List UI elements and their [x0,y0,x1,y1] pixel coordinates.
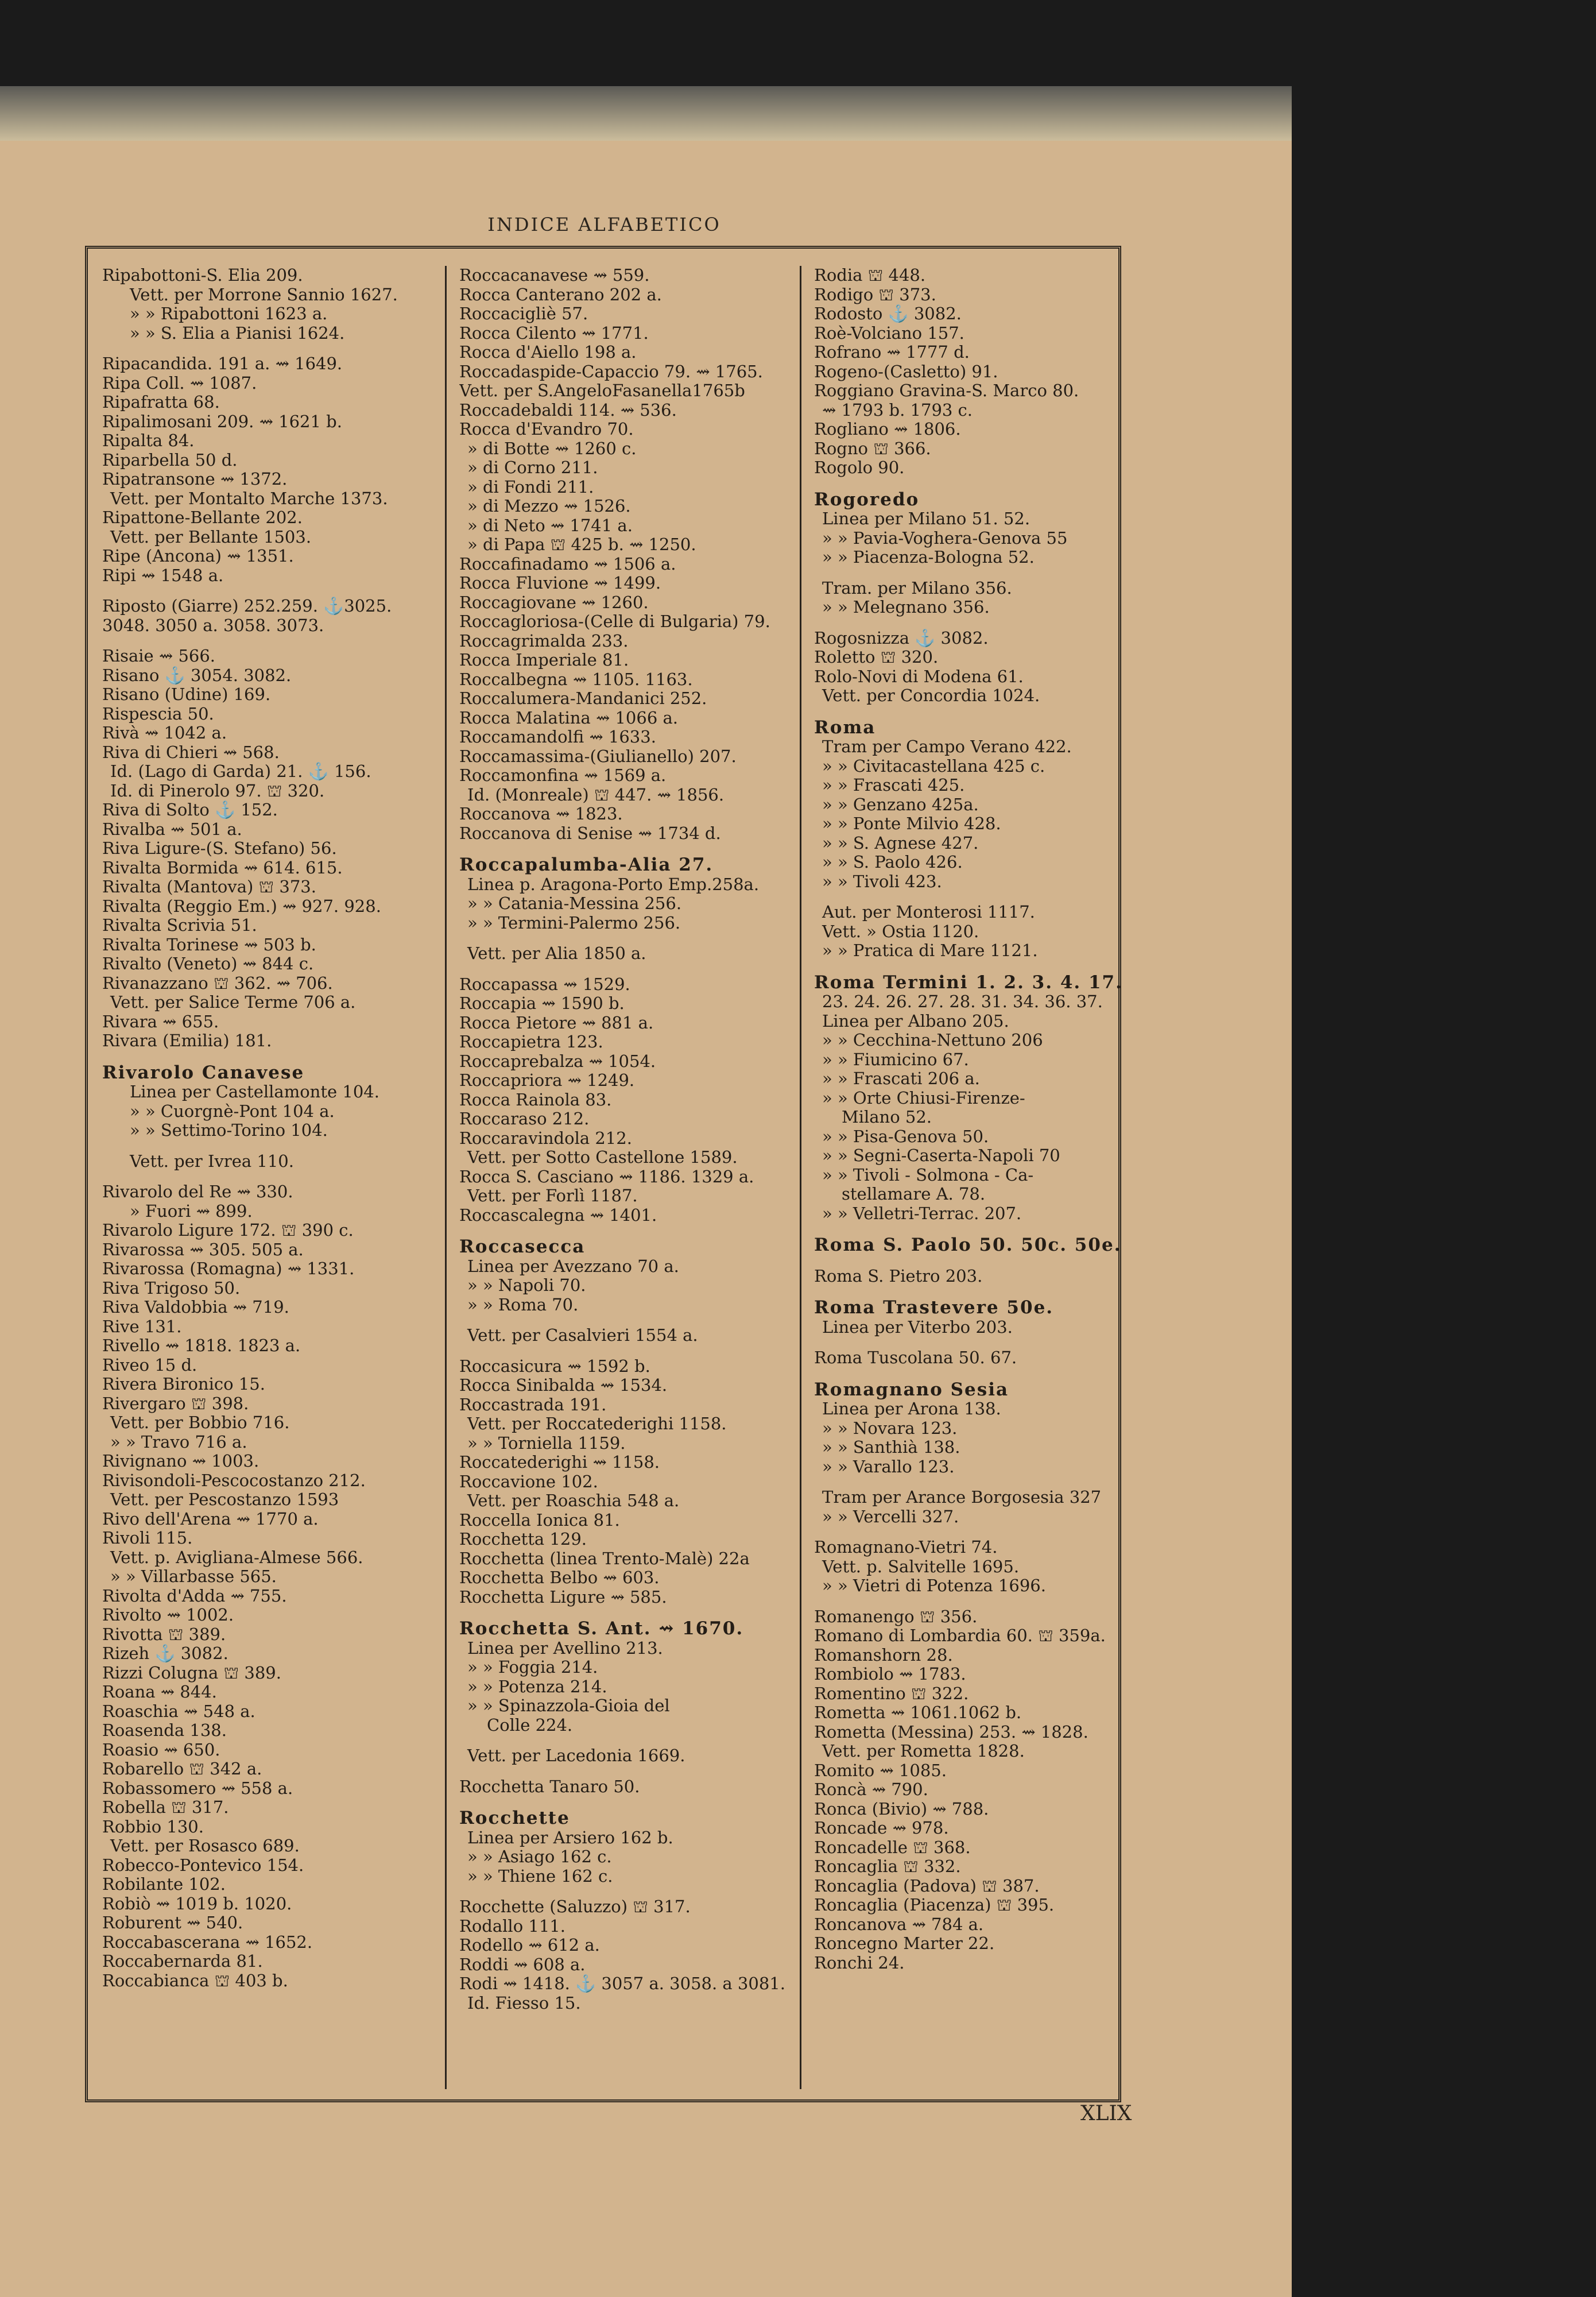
index-entry: » » Genzano 425a. [822,794,979,814]
index-entry: Robassomero ⇝ 558 a. [102,1778,293,1798]
index-heading: Roccasecca [459,1236,586,1257]
index-entry: Romito ⇝ 1085. [814,1760,947,1780]
index-entry: Rivarolo del Re ⇝ 330. [102,1182,293,1201]
index-entry: Rivalto (Veneto) ⇝ 844 c. [102,954,314,973]
index-entry: Romano di Lombardia 60. ⛫ 359a. [814,1626,1106,1645]
index-entry: Rocca Rainola 83. [459,1089,612,1109]
index-entry: Roncaglia (Piacenza) ⛫ 395. [814,1895,1055,1915]
index-entry: Milano 52. [842,1107,932,1127]
index-entry: Vett. per Ivrea 110. [130,1151,294,1171]
index-entry: Ripa Coll. ⇝ 1087. [102,373,257,393]
index-entry: Vett. per Bellante 1503. [110,527,312,547]
index-entry: Vett. per Lacedonia 1669. [467,1746,685,1765]
index-entry: Colle 224. [487,1715,573,1735]
index-entry: » » Santhià 138. [822,1437,960,1457]
index-entry: Vett. per Alia 1850 a. [467,943,646,963]
index-entry: Rivalta Bormida ⇝ 614. 615. [102,857,343,877]
index-entry: Vett. per Casalvieri 1554 a. [467,1325,698,1345]
index-column-3 [814,266,1141,2092]
index-heading: Rocchetta S. Ant. ⇝ 1670. [459,1618,744,1639]
index-entry: Vett. per Roccatederighi 1158. [467,1414,727,1433]
index-entry: Rizeh ⚓ 3082. [102,1644,228,1663]
index-column-2 [459,266,792,2092]
index-entry: » » Novara 123. [822,1418,958,1438]
page-number: XLIX [1080,2102,1132,2125]
index-entry: Rivergaro ⛫ 398. [102,1393,249,1413]
index-entry: » » Vercelli 327. [822,1506,959,1526]
index-entry: » » Torniella 1159. [467,1433,626,1453]
index-entry: Roccapietra 123. [459,1032,603,1051]
index-entry: » » Pisa-Genova 50. [822,1126,989,1146]
index-entry: Vett. per Salice Terme 706 a. [110,992,356,1012]
index-entry: Roccagrimalda 233. [459,631,629,651]
index-entry: Ripafratta 68. [102,392,220,412]
index-entry: Roccagiovane ⇝ 1260. [459,592,649,612]
index-entry: » » Orte Chiusi-Firenze- [822,1088,1025,1108]
index-entry: » » Vietri di Potenza 1696. [822,1576,1046,1595]
index-entry: Linea per Castellamonte 104. [130,1082,379,1101]
index-entry: Roncaglia ⛫ 332. [814,1857,961,1876]
page-title: INDICE ALFABETICO [487,214,721,235]
index-entry: Rivara ⇝ 655. [102,1011,219,1031]
index-entry: Rivisondoli-Pescocostanzo 212. [102,1470,366,1490]
column-divider [445,266,447,2089]
index-entry: Ripatransone ⇝ 1372. [102,469,288,489]
index-entry: Roma Tuscolana 50. 67. [814,1348,1017,1367]
index-entry: Riva Ligure-(S. Stefano) 56. [102,838,337,858]
index-heading: Rocchette [459,1808,570,1828]
index-entry: Linea per Avellino 213. [467,1638,663,1658]
index-entry: » » Tivoli - Solmona - Ca- [822,1165,1034,1185]
index-entry: » » Roma 70. [467,1294,579,1314]
index-entry: Roncadelle ⛫ 368. [814,1837,971,1857]
index-entry: Ripalta 84. [102,431,195,450]
index-entry: Roccacigliè 57. [459,304,588,323]
index-entry: Roccavione 102. [459,1471,598,1491]
index-entry: Rodia ⛫ 448. [814,266,926,285]
index-entry: Rocca d'Aiello 198 a. [459,342,637,362]
index-entry: Rodallo 111. [459,1916,565,1936]
index-entry: Roncà ⇝ 790. [814,1780,928,1799]
index-entry: Vett. per Forlì 1187. [467,1186,638,1205]
index-heading: Roma [814,717,876,738]
index-entry: Rocca Fluvione ⇝ 1499. [459,573,661,593]
index-entry: Rodello ⇝ 612 a. [459,1935,600,1955]
index-entry: » » Varallo 123. [822,1456,955,1476]
index-entry: Rocca Malatina ⇝ 1066 a. [459,707,678,728]
index-entry: Riposto (Giarre) 252.259. ⚓3025. [102,596,392,616]
index-entry: Vett. per Pescostanzo 1593 [110,1490,339,1509]
index-entry: Ripacandida. 191 a. ⇝ 1649. [102,354,343,373]
index-entry: Roggiano Gravina-S. Marco 80. [814,381,1079,400]
index-entry: Roè-Volciano 157. [814,323,964,343]
index-entry: Roncade ⇝ 978. [814,1818,949,1838]
index-entry: Rivo dell'Arena ⇝ 1770 a. [102,1509,319,1529]
index-entry: Rivà ⇝ 1042 a. [102,723,227,743]
index-entry: Vett. per S.AngeloFasanella1765b [459,381,745,400]
index-entry: Rodi ⇝ 1418. ⚓ 3057 a. 3058. a 3081. [459,1974,785,1993]
index-entry: 3048. 3050 a. 3058. 3073. [102,615,324,635]
index-entry: Rocca d'Evandro 70. [459,419,634,439]
index-entry: Rocchetta Tanaro 50. [459,1776,640,1796]
index-entry: » » Napoli 70. [467,1275,586,1295]
index-entry: Rocca S. Casciano ⇝ 1186. 1329 a. [459,1166,754,1186]
index-heading: Roma S. Paolo 50. 50c. 50e. [814,1235,1122,1255]
index-entry: ⇝ 1793 b. 1793 c. [822,400,973,420]
index-entry: Ronchi 24. [814,1952,905,1973]
index-entry: Risaie ⇝ 566. [102,646,216,666]
index-entry: Romanshorn 28. [814,1645,953,1665]
index-entry: Roletto ⛫ 320. [814,647,939,667]
index-entry: Riva di Chieri ⇝ 568. [102,742,280,762]
index-entry: » » Tivoli 423. [822,871,942,891]
index-entry: Rizzi Colugna ⛫ 389. [102,1662,281,1683]
index-entry: Robecco-Pontevico 154. [102,1855,304,1875]
index-entry: » » Termini-Palermo 256. [467,912,681,933]
index-entry: Rivolta d'Adda ⇝ 755. [102,1586,287,1606]
index-entry: Roasenda 138. [102,1720,227,1740]
index-entry: » di Fondi 211. [467,477,594,497]
index-heading: Roma Trastevere 50e. [814,1297,1054,1318]
index-entry: Roncaglia (Padova) ⛫ 387. [814,1876,1040,1896]
index-entry: Rivalta Scrivia 51. [102,915,257,935]
index-entry: Rodigo ⛫ 373. [814,284,936,304]
index-entry: » di Papa ⛫ 425 b. ⇝ 1250. [467,535,696,554]
index-entry: Vett. per Rometta 1828. [822,1741,1025,1761]
index-entry: Vett. per Bobbio 716. [110,1413,290,1432]
index-entry: Linea per Arona 138. [822,1399,1001,1418]
index-entry: Ripe (Ancona) ⇝ 1351. [102,546,294,566]
index-entry: Rivalba ⇝ 501 a. [102,819,242,839]
index-entry: Rocca Cilento ⇝ 1771. [459,323,649,343]
index-entry: Roana ⇝ 844. [102,1682,217,1702]
index-entry: Roma S. Pietro 203. [814,1266,983,1286]
index-entry: Rocchetta Belbo ⇝ 603. [459,1568,660,1587]
index-entry: Roccascalegna ⇝ 1401. [459,1205,657,1225]
index-entry: Id. di Pinerolo 97. ⛫ 320. [110,780,325,801]
index-entry: Rivolto ⇝ 1002. [102,1605,234,1625]
index-entry: Roccella Ionica 81. [459,1510,620,1530]
index-entry: Roccacanavese ⇝ 559. [459,266,650,285]
index-entry: Roccamonfina ⇝ 1569 a. [459,765,667,785]
index-entry: Rivarolo Ligure 172. ⛫ 390 c. [102,1220,354,1240]
index-entry: Roccaraso 212. [459,1109,590,1128]
index-entry: 23. 24. 26. 27. 28. 31. 34. 36. 37. [822,992,1103,1011]
index-entry: » » Civitacastellana 425 c. [822,756,1045,776]
index-entry: » » Melegnano 356. [822,597,990,617]
index-entry: Roncegno Marter 22. [814,1933,995,1953]
index-entry: Robilante 102. [102,1874,226,1894]
index-entry: Roccadebaldi 114. ⇝ 536. [459,400,677,420]
index-entry: Rocchetta 129. [459,1529,587,1549]
index-entry: Romentino ⛫ 322. [814,1683,969,1703]
index-entry: Rombiolo ⇝ 1783. [814,1664,966,1684]
index-entry: Ronca (Bivio) ⇝ 788. [814,1799,989,1819]
index-entry: » » S. Agnese 427. [822,833,979,853]
index-entry: Ripabottoni-S. Elia 209. [102,266,303,285]
index-entry: Roccanova ⇝ 1823. [459,804,623,823]
index-entry: Risano (Udine) 169. [102,685,271,704]
index-entry: Roccaprebalza ⇝ 1054. [459,1051,656,1071]
index-entry: Ripalimosani 209. ⇝ 1621 b. [102,411,342,431]
index-entry: » » Asiago 162 c. [467,1847,612,1866]
index-entry: Rivalta (Reggio Em.) ⇝ 927. 928. [102,896,381,916]
index-entry: Rive 131. [102,1316,182,1336]
index-entry: Rocca Canterano 202 a. [459,284,662,304]
index-entry: » » Cecchina-Nettuno 206 [822,1030,1043,1050]
index-entry: » » Travo 716 a. [110,1432,247,1452]
index-entry: Rispescia 50. [102,703,214,724]
index-entry: » » Thiene 162 c. [467,1866,613,1886]
index-entry: Robbio 130. [102,1816,204,1836]
index-entry: Ripattone-Bellante 202. [102,508,303,527]
index-entry: » » Fiumicino 67. [822,1049,969,1069]
index-entry: Rocca Pietore ⇝ 881 a. [459,1012,654,1033]
index-entry: Rocchetta Ligure ⇝ 585. [459,1587,667,1607]
index-entry: Roccamassima-(Giulianello) 207. [459,746,737,766]
index-entry: » » Piacenza-Bologna 52. [822,547,1035,567]
index-entry: » di Corno 211. [467,458,598,477]
index-entry: Rogosnizza ⚓ 3082. [814,628,989,648]
index-entry: » » Pavia-Voghera-Genova 55 [822,528,1068,548]
index-entry: Roccanova di Senise ⇝ 1734 d. [459,823,721,843]
index-entry: Aut. per Monterosi 1117. [822,902,1035,922]
index-entry: Romanengo ⛫ 356. [814,1606,978,1626]
index-entry: Vett. p. Avigliana-Almese 566. [110,1547,363,1567]
index-entry: Roccabianca ⛫ 403 b. [102,1970,288,1990]
index-entry: Linea p. Aragona-Porto Emp.258a. [467,874,760,894]
index-entry: » » Cuorgnè-Pont 104 a. [130,1101,335,1121]
index-entry: Ripi ⇝ 1548 a. [102,565,224,585]
index-entry: Rodosto ⚓ 3082. [814,304,962,323]
index-heading: Roccapalumba-Alia 27. [459,854,714,875]
index-entry: Roburent ⇝ 540. [102,1913,243,1932]
index-entry: » » Segni-Caserta-Napoli 70 [822,1146,1060,1165]
index-entry: stellamare A. 78. [842,1184,986,1204]
index-heading: Roma Termini 1. 2. 3. 4. 17. [814,972,1123,993]
index-entry: Id. (Lago di Garda) 21. ⚓ 156. [110,761,371,781]
index-heading: Rogoredo [814,489,920,510]
index-entry: Riva Valdobbia ⇝ 719. [102,1297,289,1317]
index-entry: Vett. per Roaschia 548 a. [467,1491,680,1510]
index-entry: Rivanazzano ⛫ 362. ⇝ 706. [102,973,333,993]
index-entry: Roccalumera-Mandanici 252. [459,689,707,708]
index-entry: Roccabascerana ⇝ 1652. [102,1932,313,1952]
index-entry: Rogolo 90. [814,458,905,477]
index-entry: Risano ⚓ 3054. 3082. [102,665,292,685]
index-entry: Rivello ⇝ 1818. 1823 a. [102,1336,301,1355]
index-entry: Vett. per Concordia 1024. [822,686,1040,705]
index-entry: Roncanova ⇝ 784 a. [814,1914,984,1934]
index-entry: Rocca Sinibalda ⇝ 1534. [459,1375,668,1395]
index-entry: » » S. Paolo 426. [822,852,963,872]
index-entry: Riva Trigoso 50. [102,1278,241,1298]
index-entry: Vett. » Ostia 1120. [822,921,979,941]
index-entry: Romagnano-Vietri 74. [814,1537,998,1557]
index-entry: Rogeno-(Casletto) 91. [814,361,998,381]
index-entry: Tram per Campo Verano 422. [822,737,1072,756]
index-entry: Linea per Viterbo 203. [822,1317,1013,1337]
index-entry: Rolo-Novi di Modena 61. [814,666,1024,686]
index-entry: Roccastrada 191. [459,1394,607,1414]
index-entry: Vett. per Sotto Castellone 1589. [467,1147,738,1167]
index-column-1 [102,266,429,2092]
index-entry: Linea per Albano 205. [822,1011,1009,1031]
index-entry: Rivara (Emilia) 181. [102,1031,272,1050]
index-entry: Rivalta (Mantova) ⛫ 373. [102,877,316,896]
index-entry: » di Neto ⇝ 1741 a. [467,515,633,535]
index-entry: Robarello ⛫ 342 a. [102,1759,262,1778]
index-entry: » » Frascati 206 a. [822,1069,980,1088]
index-entry: Vett. p. Salvitelle 1695. [822,1556,1020,1576]
index-entry: Linea per Avezzano 70 a. [467,1256,679,1276]
index-entry: Linea per Milano 51. 52. [822,509,1031,528]
index-entry: Roddi ⇝ 608 a. [459,1954,586,1974]
index-entry: Rometta ⇝ 1061.1062 b. [814,1703,1022,1722]
index-entry: Robella ⛫ 317. [102,1797,229,1817]
index-entry: Roccafinadamo ⇝ 1506 a. [459,554,676,574]
index-heading: Romagnano Sesia [814,1379,1009,1400]
index-entry: Rometta (Messina) 253. ⇝ 1828. [814,1722,1088,1742]
index-entry: Roccabernarda 81. [102,1951,263,1971]
index-entry: Id. Fiesso 15. [467,1993,581,2013]
index-entry: Rogno ⛫ 366. [814,438,931,458]
index-entry: Vett. per Rosasco 689. [110,1836,300,1855]
index-entry: Riveo 15 d. [102,1355,197,1375]
index-entry: » » Potenza 214. [467,1676,607,1696]
index-entry: Roccasicura ⇝ 1592 b. [459,1356,650,1376]
book-edge [0,86,1292,141]
index-entry: Rocchetta (linea Trento-Malè) 22a [459,1548,750,1568]
index-entry: Rivarossa (Romagna) ⇝ 1331. [102,1259,355,1278]
index-entry: » » S. Elia a Pianisi 1624. [130,323,345,343]
index-entry: Roccapriora ⇝ 1249. [459,1070,635,1090]
index-entry: Roccalbegna ⇝ 1105. 1163. [459,669,693,689]
index-entry: Roccapassa ⇝ 1529. [459,974,630,994]
index-entry: Riva di Solto ⚓ 152. [102,800,278,819]
index-entry: Rocchette (Saluzzo) ⛫ 317. [459,1897,691,1916]
index-entry: » » Foggia 214. [467,1657,598,1677]
index-entry: » » Ponte Milvio 428. [822,814,1001,833]
index-entry: Roasio ⇝ 650. [102,1739,220,1760]
index-entry: Roccadaspide-Capaccio 79. ⇝ 1765. [459,361,763,381]
index-entry: Tram per Arance Borgosesia 327 [822,1487,1102,1507]
index-entry: Roaschia ⇝ 548 a. [102,1701,255,1721]
index-entry: Rivignano ⇝ 1003. [102,1451,259,1471]
index-entry: Roccaravindola 212. [459,1128,632,1148]
column-divider [800,266,801,2089]
index-entry: Roccatederighi ⇝ 1158. [459,1452,660,1472]
index-entry: Rivoli 115. [102,1528,193,1548]
index-entry: Vett. per Montalto Marche 1373. [110,488,388,508]
index-entry: » » Velletri-Terrac. 207. [822,1203,1022,1223]
index-entry: Vett. per Morrone Sannio 1627. [130,284,398,304]
index-entry: » » Settimo-Torino 104. [130,1120,328,1140]
index-entry: Roccamandolfi ⇝ 1633. [459,727,656,747]
index-entry: » » Catania-Messina 256. [467,894,682,913]
index-entry: » » Frascati 425. [822,775,965,795]
index-entry: Linea per Arsiero 162 b. [467,1827,673,1847]
index-entry: Rofrano ⇝ 1777 d. [814,342,970,362]
index-entry: Roccapia ⇝ 1590 b. [459,993,625,1013]
index-entry: » » Ripabottoni 1623 a. [130,304,328,323]
index-entry: Riparbella 50 d. [102,450,238,470]
index-entry: Rivotta ⛫ 389. [102,1624,226,1644]
index-entry: Tram. per Milano 356. [822,578,1012,598]
index-entry: Rogliano ⇝ 1806. [814,419,961,439]
index-entry: Rivarossa ⇝ 305. 505 a. [102,1239,304,1259]
index-heading: Rivarolo Canavese [102,1062,305,1083]
index-entry: » di Botte ⇝ 1260 c. [467,438,637,458]
index-entry: Rocca Imperiale 81. [459,650,629,670]
index-entry: Robiò ⇝ 1019 b. 1020. [102,1893,292,1913]
index-entry: » » Villarbasse 565. [110,1567,277,1586]
index-entry: » » Spinazzola-Gioia del [467,1696,670,1715]
index-entry: » Fuori ⇝ 899. [130,1201,253,1221]
index-entry: Id. (Monreale) ⛫ 447. ⇝ 1856. [467,784,725,805]
index-entry: Rivera Bironico 15. [102,1374,265,1394]
index-entry: Rivalta Torinese ⇝ 503 b. [102,934,316,954]
index-entry: Roccagloriosa-(Celle di Bulgaria) 79. [459,612,770,631]
index-entry: » » Pratica di Mare 1121. [822,941,1038,960]
index-entry: » di Mezzo ⇝ 1526. [467,496,631,516]
